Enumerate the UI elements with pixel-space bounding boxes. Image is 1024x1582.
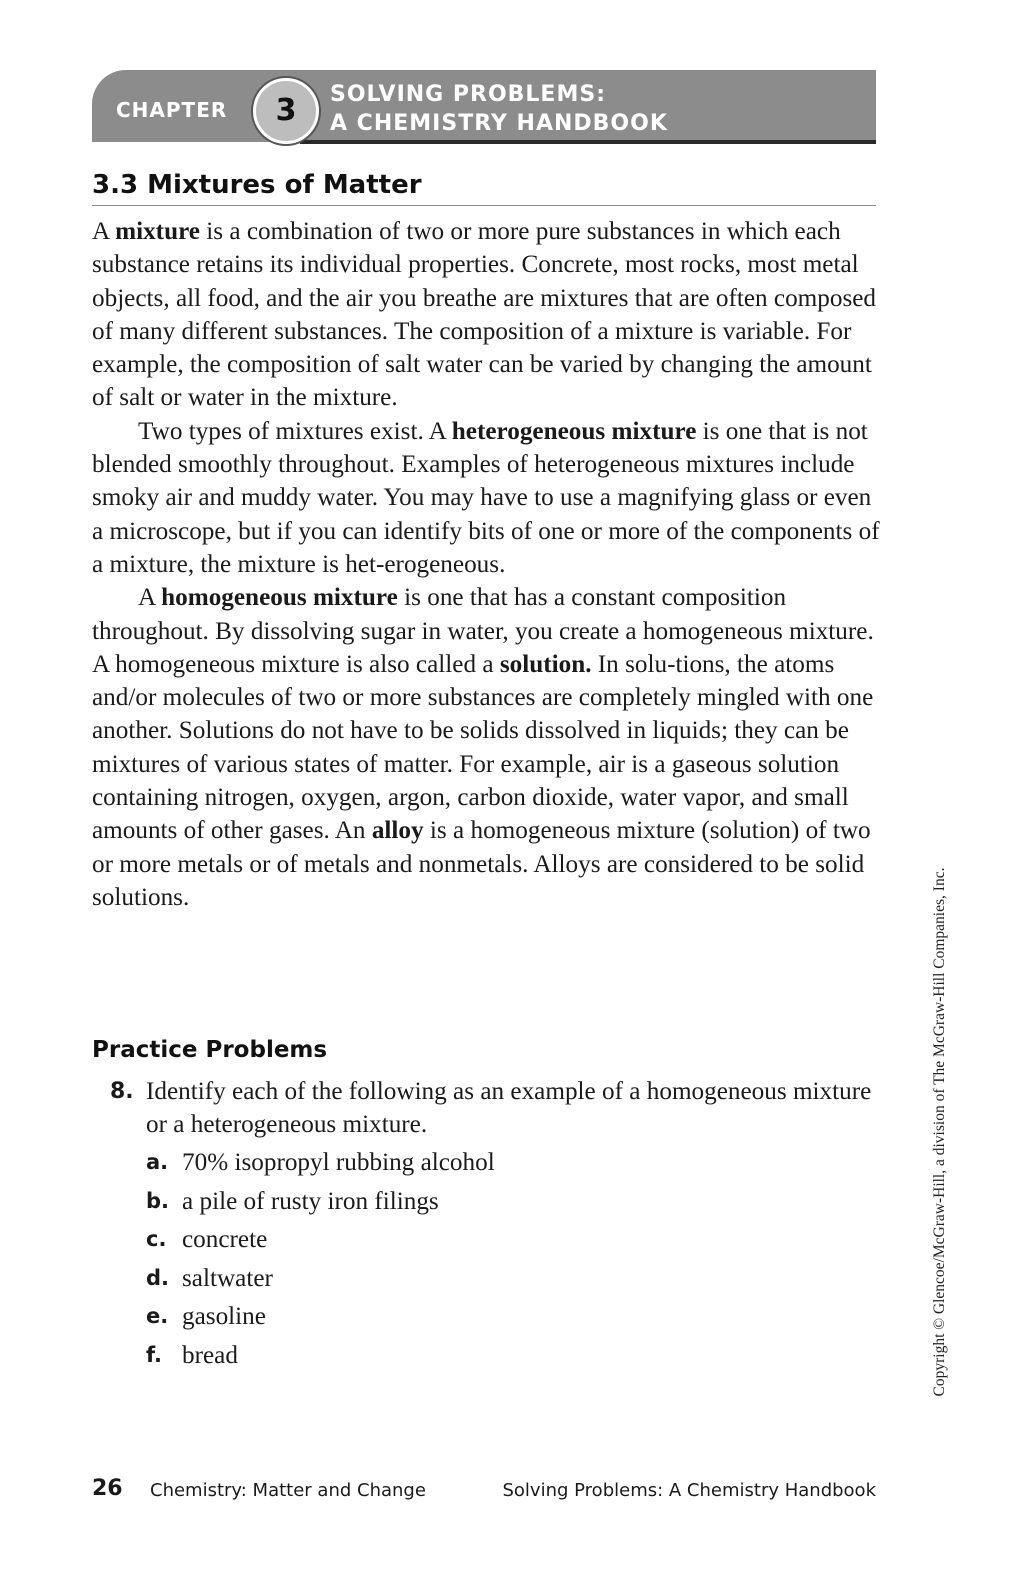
item-letter: b. [146,1188,170,1213]
paragraph-heterogeneous [92,415,882,581]
chapter-title-line-2: A CHEMISTRY HANDBOOK [330,111,668,136]
item-text: bread [182,1341,238,1369]
problem-number: 8. [110,1079,134,1104]
text-run: is a combination of two or more pure substances in which each substance retains its individual properties. Concrete, most rocks, most metal objects, all food, and the air you breathe are mixtures that are often composed of many different substances. The composition of a mixture is variable. For example, the composition of salt water can be varied by changing the amount of salt or water in the mixture. [92,218,877,412]
problem-8 [92,1075,882,1142]
text-run: is one that has a constant composition throughout. By dissolving sugar in water, you create a homogeneous mixture. A homogeneous mixture is also called a [92,584,874,678]
text-run: is a homogeneous mixture (solution) of two or more metals or of metals and nonmetals. Alloys are considered to be solid solutions. [92,817,871,911]
copyright-notice: Copyright © Glencoe/McGraw-Hill, a division of The McGraw-Hill Companies, Inc. [931,867,948,1397]
text-run: is one that is not blended smoothly throughout. Examples of heterogeneous mixtures include smoky air and muddy water. You may have to use a magnifying glass or even a microscope, but if you can identify bits of one or more of the components of a mixture, the mixture is het-erogeneous. [92,417,880,578]
paragraph-homogeneous [92,581,882,914]
chapter-header-rule [300,140,876,144]
term-solution: solution. [499,650,592,678]
chapter-title-line-1: SOLVING PROBLEMS: [330,82,606,107]
item-text: 70% isopropyl rubbing alcohol [182,1149,495,1176]
chapter-number-badge: 3 [253,78,319,144]
item-letter: d. [146,1265,170,1290]
item-text: gasoline [182,1303,266,1330]
item-letter: c. [146,1227,167,1251]
item-letter: a. [146,1150,169,1174]
chapter-title [330,80,668,138]
problem-text: Identify each of the following as an example of a homogeneous mixture or a heterogeneous mixture. [146,1078,872,1139]
item-letter: e. [146,1304,169,1328]
term-mixture: mixture [115,218,200,245]
practice-problems-heading: Practice Problems [92,1037,328,1063]
section-divider [92,205,876,206]
item-text: a pile of rusty iron filings [182,1187,439,1215]
item-letter: f. [146,1342,162,1367]
section-heading: 3.3 Mixtures of Matter [92,170,422,200]
paragraph-mixture [92,215,882,415]
item-text: concrete [182,1226,268,1253]
page-number: 26 [92,1476,123,1501]
text-run: Two types of mixtures exist. A [138,417,452,445]
term-heterogeneous-mixture: heterogeneous mixture [451,417,697,445]
text-run: A [138,584,162,612]
footer-handbook-title: Solving Problems: A Chemistry Handbook [502,1480,876,1501]
text-run: A [92,218,116,245]
chapter-label: CHAPTER [116,98,228,122]
body-text [92,215,882,914]
term-homogeneous-mixture: homogeneous mixture [161,584,398,612]
footer-book-title: Chemistry: Matter and Change [150,1480,426,1501]
item-text: saltwater [182,1264,273,1292]
term-alloy: alloy [371,817,424,845]
text-run: In solu-tions, the atoms and/or molecules of two or more substances are completely mingled with one another. Solutions do not have to be solids dissolved in liquids; they can be mixtures of various states of matter. For example, air is a gaseous solution containing nitrogen, oxygen, argon, carbon dioxide, water vapor, and small amounts of other gases. An [92,650,874,845]
